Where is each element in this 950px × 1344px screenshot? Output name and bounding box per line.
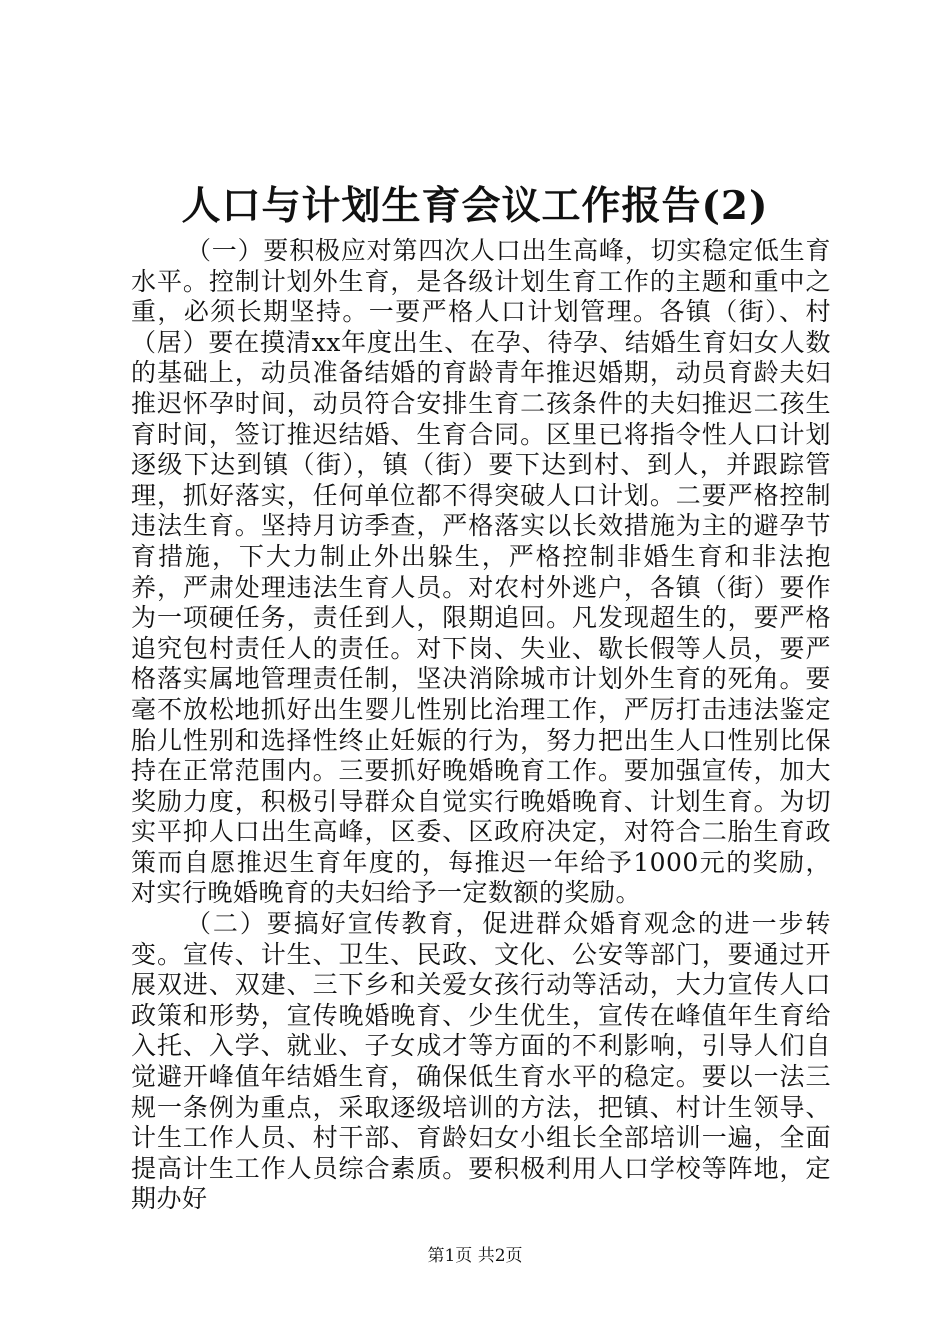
document-body	[131, 236, 831, 1215]
paragraph: （二）要搞好宣传教育，促进群众婚育观念的进一步转变。宣传、计生、卫生、民政、文化、公安等部门，要通过开展双进、双建、三下乡和关爱女孩行动等活动，大力宣传人口政策和形势，宣传晚婚晚育、少生优生，宣传在峰值年生育给入托、入学、就业、子女成才等方面的不利影响，引导人们自觉避开峰值年结婚生育，确保低生育水平的稳定。要以一法三规一条例为重点，采取逐级培训的方法，把镇、村计生领导、计生工作人员、村干部、育龄妇女小组长全部培训一遍，全面提高计生工作人员综合素质。要积极利用人口学校等阵地，定期办好	[131, 909, 831, 1214]
document-title: 人口与计划生育会议工作报告(2)	[181, 183, 769, 229]
page-number-footer: 第1页 共2页	[427, 1246, 523, 1266]
paragraph: （一）要积极应对第四次人口出生高峰，切实稳定低生育水平。控制计划外生育，是各级计划生育工作的主题和重中之重，必须长期坚持。一要严格人口计划管理。各镇（街）、村（居）要在摸清xx年度出生、在孕、待孕、结婚生育妇女人数的基础上，动员准备结婚的育龄青年推迟婚期，动员育龄夫妇推迟怀孕时间，动员符合安排生育二孩条件的夫妇推迟二孩生育时间，签订推迟结婚、生育合同。区里已将指令性人口计划逐级下达到镇（街），镇（街）要下达到村、到人，并跟踪管理，抓好落实，任何单位都不得突破人口计划。二要严格控制违法生育。坚持月访季查，严格落实以长效措施为主的避孕节育措施，下大力制止外出躲生，严格控制非婚生育和非法抱养，严肃处理违法生育人员。对农村外逃户，各镇（街）要作为一项硬任务，责任到人，限期追回。凡发现超生的，要严格追究包村责任人的责任。对下岗、失业、歇长假等人员，要严格落实属地管理责任制，坚决消除城市计划外生育的死角。要毫不放松地抓好出生婴儿性别比治理工作，严厉打击违法鉴定胎儿性别和选择性终止妊娠的行为，努力把出生人口性别比保持在正常范围内。三要抓好晚婚晚育工作。要加强宣传，加大奖励力度，积极引导群众自觉实行晚婚晚育、计划生育。为切实平抑人口出生高峰，区委、区政府决定，对符合二胎生育政策而自愿推迟生育年度的，每推迟一年给予1000元的奖励，对实行晚婚晚育的夫妇给予一定数额的奖励。	[131, 236, 831, 908]
